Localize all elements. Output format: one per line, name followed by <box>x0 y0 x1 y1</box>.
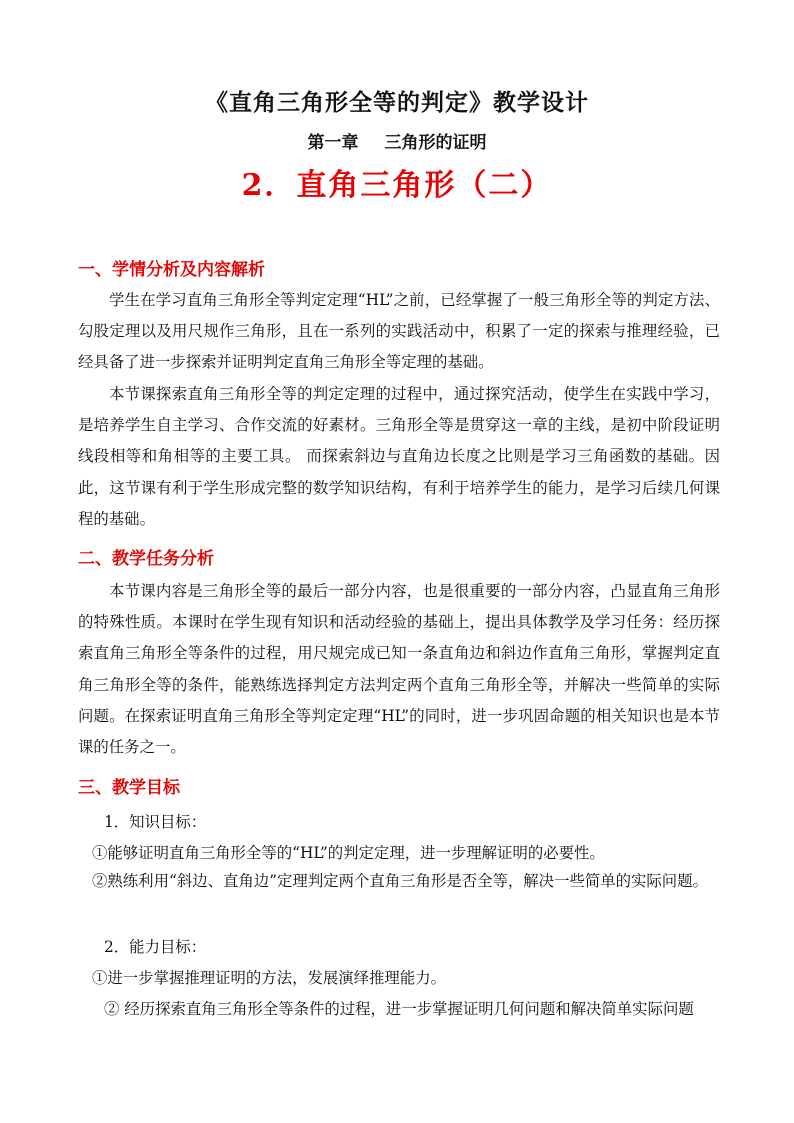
document-title: 《直角三角形全等的判定》教学设计 <box>205 89 589 116</box>
knowledge-objective-1: ①能够证明直角三角形全等的“HL”的判定定理，进一步理解证明的必要性。 <box>92 844 605 862</box>
chapter-number: 第一章 <box>307 133 359 153</box>
task-paragraph: 本节课内容是三角形全等的最后一部分内容，也是很重要的一部分内容，凸显直角三角形的特殊性质。本课时在学生现有知识和活动经验的基础上，提出具体教学及学习任务：经历探索直角三角形全等条件的过程，用尺规完成已知一条直角边和斜边作直角三角形，掌握判定直角三角形全等的条件，能熟练选择判定方法判定两个直角三角形全等，并解决一些简单的实际问题。在探索证明直角三角形全等判定定理“HL”的同时，进一步巩固命题的相关知识也是本节课的任务之一。 <box>78 582 720 757</box>
section-heading-analysis: 一、学情分析及内容解析 <box>78 260 265 280</box>
ability-objective-2: ② 经历探索直角三角形全等条件的过程，进一步掌握证明几何问题和解决简单实际问题 <box>104 1000 694 1018</box>
chapter-line <box>0 128 794 153</box>
knowledge-objective-2: ②熟练利用“斜边、直角边”定理判定两个直角三角形是否全等，解决一些简单的实际问题。 <box>92 872 708 890</box>
knowledge-objective-label: 1．知识目标： <box>104 813 207 831</box>
analysis-paragraph-1: 学生在学习直角三角形全等判定定理“HL”之前，已经掌握了一般三角形全等的判定方法、勾股定理以及用尺规作三角形，且在一系列的实践活动中，积累了一定的探索与推理经验，已经具备了进一步探索并证明判定直角三角形全等定理的基础。 <box>78 291 720 372</box>
chapter-name: 三角形的证明 <box>384 133 487 153</box>
lesson-title: 2．直角三角形（二） <box>241 168 553 203</box>
section-heading-task: 二、教学任务分析 <box>78 549 214 569</box>
ability-objective-1: ①进一步掌握推理证明的方法，发展演绎推理能力。 <box>92 969 446 987</box>
ability-objective-label: 2．能力目标： <box>104 938 207 956</box>
section-heading-objectives: 三、教学目标 <box>78 778 180 798</box>
analysis-paragraph-2: 本节课探索直角三角形全等的判定定理的过程中，通过探究活动，使学生在实践中学习，是培养学生自主学习、合作交流的好素材。三角形全等是贯穿这一章的主线，是初中阶段证明线段相等和角相等的主要工具。 而探索斜边与直角边长度之比则是学习三角函数的基础。因此，这节课有利于学生形成完整的数学知识结构，有利于培养学生的能力，是学习后续几何课程的基础。 <box>78 385 720 528</box>
